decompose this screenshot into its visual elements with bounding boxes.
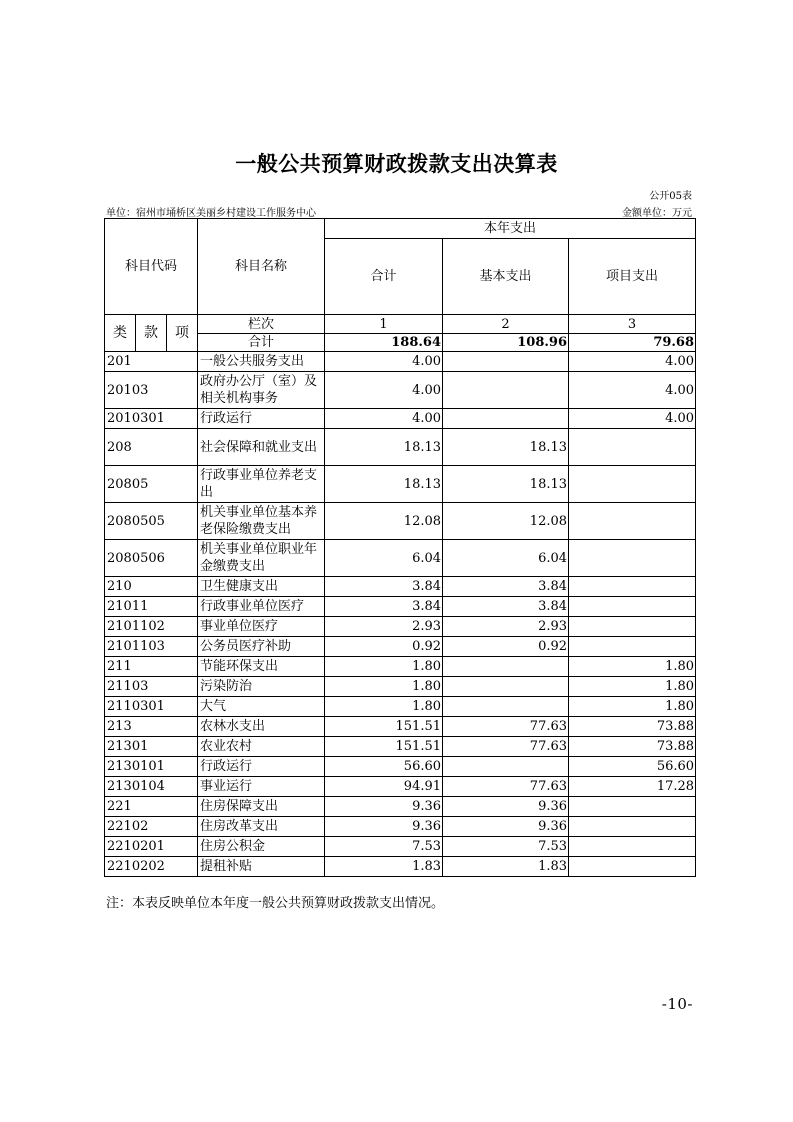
row-name: 住房改革支出	[198, 817, 325, 837]
table-body	[105, 219, 696, 877]
row-name: 卫生健康支出	[198, 577, 325, 597]
row-name: 污染防治	[198, 677, 325, 697]
row-name: 行政事业单位医疗	[198, 597, 325, 617]
header-basic: 基本支出	[443, 239, 569, 315]
row-name: 一般公共服务支出	[198, 352, 325, 372]
header-subject-name: 科目名称	[198, 219, 325, 315]
row-project: 4.00	[569, 372, 696, 409]
row-total: 1.80	[325, 677, 443, 697]
total-project-value: 79.68	[569, 334, 696, 352]
row-total: 6.04	[325, 540, 443, 577]
row-basic: 77.63	[443, 717, 569, 737]
row-code: 21011	[105, 597, 198, 617]
table-row	[105, 429, 696, 466]
row-name: 大气	[198, 697, 325, 717]
total-basic-value: 108.96	[443, 334, 569, 352]
row-code: 201	[105, 352, 198, 372]
table-note: 注：本表反映单位本年度一般公共预算财政拨款支出情况。	[106, 896, 445, 911]
header-lei: 类	[105, 315, 136, 352]
row-name: 节能环保支出	[198, 657, 325, 677]
table-row	[105, 677, 696, 697]
row-project: 17.28	[569, 777, 696, 797]
table-row	[105, 817, 696, 837]
table-row	[105, 597, 696, 617]
header-current-year: 本年支出	[325, 219, 696, 239]
row-code: 210	[105, 577, 198, 597]
header-project: 项目支出	[569, 239, 696, 315]
row-basic	[443, 409, 569, 429]
expenditure-table	[104, 218, 696, 877]
table-row	[105, 757, 696, 777]
row-project: 4.00	[569, 352, 696, 372]
row-code: 2101102	[105, 617, 198, 637]
page-number: -10-	[661, 995, 693, 1013]
row-code: 2130101	[105, 757, 198, 777]
row-basic	[443, 372, 569, 409]
row-basic: 77.63	[443, 737, 569, 757]
row-total: 1.83	[325, 857, 443, 877]
table-row	[105, 777, 696, 797]
row-basic: 0.92	[443, 637, 569, 657]
row-project: 73.88	[569, 737, 696, 757]
header-xiang: 项	[167, 315, 198, 352]
row-project	[569, 817, 696, 837]
row-name: 住房保障支出	[198, 797, 325, 817]
row-name: 行政事业单位养老支出	[198, 466, 325, 503]
row-basic: 12.08	[443, 503, 569, 540]
row-project	[569, 857, 696, 877]
row-code: 2210201	[105, 837, 198, 857]
column-no-3: 3	[569, 315, 696, 334]
row-basic	[443, 697, 569, 717]
row-total: 1.80	[325, 697, 443, 717]
table-row	[105, 352, 696, 372]
row-project: 1.80	[569, 657, 696, 677]
row-total: 0.92	[325, 637, 443, 657]
table-row	[105, 372, 696, 409]
row-name: 政府办公厅（室）及相关机构事务	[198, 372, 325, 409]
row-code: 213	[105, 717, 198, 737]
row-project	[569, 466, 696, 503]
row-name: 公务员医疗补助	[198, 637, 325, 657]
row-basic: 77.63	[443, 777, 569, 797]
row-project: 73.88	[569, 717, 696, 737]
row-code: 208	[105, 429, 198, 466]
row-project	[569, 503, 696, 540]
row-name: 机关事业单位职业年金缴费支出	[198, 540, 325, 577]
row-total: 18.13	[325, 466, 443, 503]
row-total: 3.84	[325, 577, 443, 597]
row-basic: 9.36	[443, 797, 569, 817]
row-basic	[443, 757, 569, 777]
header-row	[105, 219, 696, 239]
row-total: 2.93	[325, 617, 443, 637]
row-code: 21103	[105, 677, 198, 697]
row-name: 社会保障和就业支出	[198, 429, 325, 466]
row-basic: 6.04	[443, 540, 569, 577]
row-basic	[443, 677, 569, 697]
row-total: 3.84	[325, 597, 443, 617]
row-total: 4.00	[325, 409, 443, 429]
table-row	[105, 540, 696, 577]
row-name: 农业农村	[198, 737, 325, 757]
row-total: 1.80	[325, 657, 443, 677]
row-name: 行政运行	[198, 409, 325, 429]
row-project: 1.80	[569, 697, 696, 717]
table-row	[105, 577, 696, 597]
amount-unit: 金额单位：万元	[622, 208, 692, 219]
row-code: 2101103	[105, 637, 198, 657]
row-project	[569, 637, 696, 657]
row-project	[569, 797, 696, 817]
row-code: 21301	[105, 737, 198, 757]
table-row	[105, 503, 696, 540]
row-code: 2010301	[105, 409, 198, 429]
row-total: 7.53	[325, 837, 443, 857]
unit-label: 单位：宿州市埇桥区美丽乡村建设工作服务中心	[106, 208, 316, 219]
row-code: 2080505	[105, 503, 198, 540]
row-basic	[443, 352, 569, 372]
row-project	[569, 597, 696, 617]
row-project: 56.60	[569, 757, 696, 777]
total-value: 188.64	[325, 334, 443, 352]
row-project	[569, 577, 696, 597]
column-number-row	[105, 315, 696, 334]
row-code: 22102	[105, 817, 198, 837]
row-code: 211	[105, 657, 198, 677]
row-code: 221	[105, 797, 198, 817]
table-row	[105, 857, 696, 877]
table-row	[105, 466, 696, 503]
table-row	[105, 617, 696, 637]
row-name: 事业单位医疗	[198, 617, 325, 637]
row-project	[569, 540, 696, 577]
row-code: 2110301	[105, 697, 198, 717]
header-total: 合计	[325, 239, 443, 315]
table-row	[105, 697, 696, 717]
table-row	[105, 657, 696, 677]
page-title: 一般公共预算财政拨款支出决算表	[235, 152, 558, 176]
row-name: 住房公积金	[198, 837, 325, 857]
row-code: 2210202	[105, 857, 198, 877]
row-code: 2130104	[105, 777, 198, 797]
row-total: 56.60	[325, 757, 443, 777]
row-project	[569, 429, 696, 466]
row-code: 20805	[105, 466, 198, 503]
row-project	[569, 837, 696, 857]
row-basic: 3.84	[443, 597, 569, 617]
table-row	[105, 717, 696, 737]
column-no-1: 1	[325, 315, 443, 334]
table-row	[105, 837, 696, 857]
total-label: 合计	[198, 334, 325, 352]
row-basic: 7.53	[443, 837, 569, 857]
row-name: 机关事业单位基本养老保险缴费支出	[198, 503, 325, 540]
row-total: 4.00	[325, 372, 443, 409]
row-name: 行政运行	[198, 757, 325, 777]
row-code: 2080506	[105, 540, 198, 577]
table-row	[105, 409, 696, 429]
row-total: 94.91	[325, 777, 443, 797]
row-total: 4.00	[325, 352, 443, 372]
row-basic: 3.84	[443, 577, 569, 597]
row-total: 9.36	[325, 817, 443, 837]
row-total: 18.13	[325, 429, 443, 466]
header-subject-code: 科目代码	[105, 219, 198, 315]
row-basic: 9.36	[443, 817, 569, 837]
row-total: 151.51	[325, 737, 443, 757]
table-row	[105, 637, 696, 657]
row-name: 提租补贴	[198, 857, 325, 877]
row-total: 151.51	[325, 717, 443, 737]
row-project	[569, 617, 696, 637]
row-name: 农林水支出	[198, 717, 325, 737]
table-row	[105, 737, 696, 757]
form-code: 公开05表	[649, 191, 692, 202]
column-no-label: 栏次	[198, 315, 325, 334]
header-kuan: 款	[136, 315, 167, 352]
row-basic: 1.83	[443, 857, 569, 877]
table-row	[105, 797, 696, 817]
row-basic: 18.13	[443, 429, 569, 466]
column-no-2: 2	[443, 315, 569, 334]
row-name: 事业运行	[198, 777, 325, 797]
row-basic	[443, 657, 569, 677]
row-total: 12.08	[325, 503, 443, 540]
row-project: 4.00	[569, 409, 696, 429]
row-project: 1.80	[569, 677, 696, 697]
row-total: 9.36	[325, 797, 443, 817]
row-basic: 2.93	[443, 617, 569, 637]
row-code: 20103	[105, 372, 198, 409]
row-basic: 18.13	[443, 466, 569, 503]
